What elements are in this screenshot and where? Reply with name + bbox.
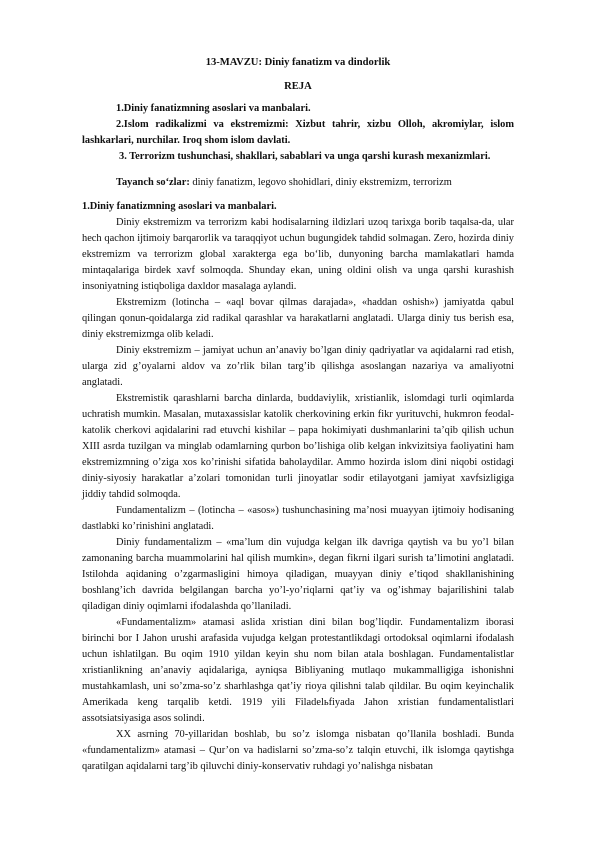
plan-heading: REJA bbox=[284, 81, 312, 92]
paragraph-7: «Fundamentalizm» atamasi aslida xristian dini bilan bog’liqdir. Fundamentalizm iborasi birinchi bor I Jahon urushi arafasida vujudga kelgan protestantlikdagi ortodoksal oqimlarni ifodalash uchun ishlatilgan. Bu oqim 1910 yildan keyin shu nom bilan atala boshlagan. Fundamentalistlar xristianlikning an’anaviy aqidalariga, ayniqsa Bibliyaning mutlaqo mukammalligiga ishonishni mustahkamlash, uni so’zma-so’z sharhlashga qat’iy rioya qilishni talab qildilar. Bu oqim keyinchalik Amerikada keng tarqalib ketdi. 1919 yili Filadelьfiyada Jahon xristian fundamentalistlari assotsiatsiyasiga asos solindi. bbox=[82, 617, 514, 724]
document-title: 13-MAVZU: Diniy fanatizm va dindorlik bbox=[205, 57, 391, 68]
paragraph-1: Diniy ekstremizm va terrorizm kabi hodisalarning ildizlari uzoq tarixga borib taqalsa-da, ular hech qachon ijtimoiy barqarorlik va taraqqiyot uchun bugungidek tahdid solmagan. Zero, hozirda diniy ekstremizm va terrorizm global xarakterga ega bo‘lib, dunyoning barcha mamlakatlari hamda mintaqalariga birdek xavf solmoqda. Shunday ekan, uning oldini olish va unga qarshi kurashish insoniyatning istiqboliga daxldor masalaga aylandi. bbox=[82, 217, 514, 292]
keywords-text: diniy fanatizm, legovo shohidlari, diniy ekstremizm, terrorizm bbox=[189, 177, 452, 188]
plan-item-1: 1.Diniy fanatizmning asoslari va manbalari. bbox=[116, 103, 311, 114]
section-heading: 1.Diniy fanatizmning asoslari va manbalari. bbox=[82, 201, 277, 212]
paragraph-6: Diniy fundamentalizm – «ma’lum din vujudga kelgan ilk davriga qaytish va bu yo’l bilan zamonaning barcha muammolarini hal qilish mumkin», degan fikrni ilgari surish ta’limotini anglatadi. Istilohda aqidaning o’zgarmasligini himoya qiladigan, muayyan diniy e’tiqod shakllanishining boshlang’ich davrida belgilangan barcha yo’l-yo’riqlarni qat’iy va og’ishmay bajarilishini talab qiladigan diniy oqimlarni ifodalashda qo’llaniladi. bbox=[82, 537, 514, 612]
plan-item-3: 3. Terrorizm tushunchasi, shakllari, sabablari va unga qarshi kurash mexanizmlari. bbox=[119, 151, 491, 162]
paragraph-3: Diniy ekstremizm – jamiyat uchun an’anaviy bo’lgan diniy qadriyatlar va aqidalarni rad etish, ularga zid g’oyalarni aldov va zo’rlik bilan targ’ib qilishga asoslangan nazariya va amaliyotni anglatadi. bbox=[82, 345, 514, 388]
paragraph-4: Ekstremistik qarashlarni barcha dinlarda, buddaviylik, xristianlik, islomdagi turli oqimlarda uchratish mumkin. Masalan, mutaxassislar katolik cherkovining erkin fikr yurituvchi, hukmron feodal-katolik cherkovi aqidalarini rad etuvchi kishilar – papa hokimiyati dushmanlarini ta’qib qilish uchun XIII asrda tuzilgan va minglab odamlarning qurbon bo’lishiga olib kelgan inkvizitsiya faoliyatini ham ekstremizmning o’ziga xos ko’rinishi sifatida baholaydilar. Ammo hozirda islom dini niqobi ostidagi diniy-siyosiy harakatlar a’zolari tomonidan turli jinoyatlar sodir etilayotgani jamiyat xavfsizligiga jiddiy tahdid solmoqda. bbox=[82, 393, 514, 500]
paragraph-5: Fundamentalizm – (lotincha – «asos») tushunchasining ma’nosi muayyan ijtimoiy hodisaning dastlabki ko’rinishini anglatadi. bbox=[82, 505, 514, 532]
paragraph-2: Ekstremizm (lotincha – «aql bovar qilmas darajada», «haddan oshish») jamiyatda qabul qilingan qonun-qoidalarga zid radikal qarashlar va harakatlarni anglatadi. Ularga diniy tus berish esa, diniy ekstremizmga olib keladi. bbox=[82, 297, 514, 340]
keywords-label: Tayanch so‘zlar: bbox=[116, 177, 190, 188]
paragraph-8: XX asrning 70-yillaridan boshlab, bu so’z islomga nisbatan qo’llanila boshladi. Bunda «fundamentalizm» atamasi – Qur’on va hadislarni so’zma-so’z talqin etuvchi, ilk islomga qaytishga qaratilgan aqidalarni targ’ib qiluvchi diniy-konservativ ruhdagi yo’nalishga nisbatan bbox=[82, 729, 514, 772]
keywords-line bbox=[82, 175, 514, 191]
plan-item-2: 2.Islom radikalizmi va ekstremizmi: Xizbut tahrir, xizbu Olloh, akromiylar, islom lashkarlari, nurchilar. Iroq shom islom davlati. bbox=[82, 119, 514, 146]
